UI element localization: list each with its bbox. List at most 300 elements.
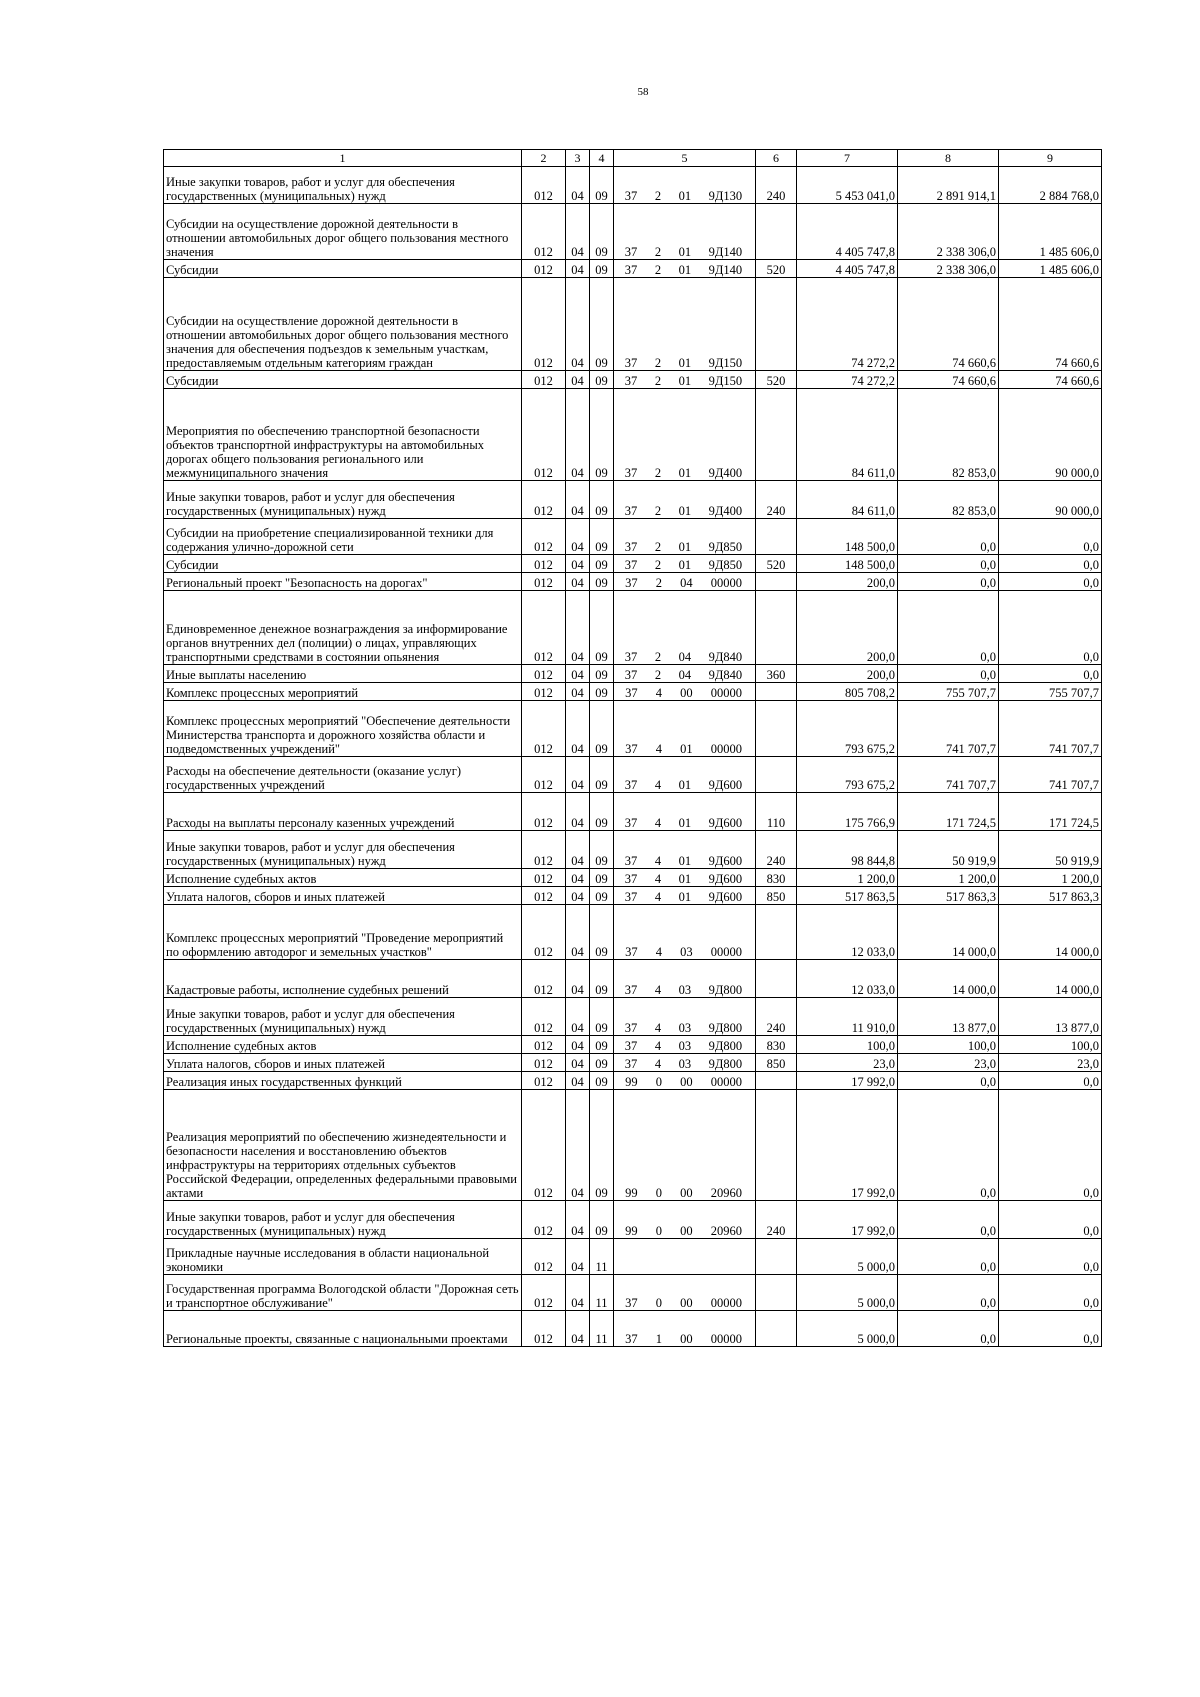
- target-article-program: 37: [624, 245, 638, 259]
- subsection-code: 09: [590, 519, 614, 555]
- subsection-code: 09: [590, 1036, 614, 1054]
- subsection-code: 09: [590, 905, 614, 960]
- table-row: [164, 1275, 1102, 1311]
- target-article-program: 37: [625, 1332, 638, 1346]
- target-article-subprogram: 2: [654, 374, 662, 388]
- target-article-code: [614, 1036, 756, 1054]
- section-code: 04: [566, 960, 590, 998]
- amount-col-9: 1 200,0: [999, 869, 1102, 887]
- expense-type-code: [756, 683, 797, 701]
- target-article-event: 01: [680, 742, 693, 756]
- amount-col-7: 200,0: [797, 665, 898, 683]
- amount-col-8: 0,0: [898, 555, 999, 573]
- target-article-event: 01: [678, 356, 692, 370]
- ministry-code: 012: [522, 481, 566, 519]
- target-article-code: [614, 591, 756, 665]
- target-article-code: [614, 260, 756, 278]
- target-article-program: 37: [624, 872, 638, 886]
- amount-col-8: 82 853,0: [898, 389, 999, 481]
- amount-col-8: 171 724,5: [898, 793, 999, 831]
- amount-col-8: 74 660,6: [898, 278, 999, 371]
- amount-col-8: 23,0: [898, 1054, 999, 1072]
- expense-name: Иные закупки товаров, работ и услуг для обеспечения государственных (муниципальных) нужд: [164, 831, 522, 869]
- amount-col-7: 84 611,0: [797, 481, 898, 519]
- target-article-program: 37: [624, 558, 638, 572]
- target-article-subprogram: 4: [654, 1039, 662, 1053]
- amount-col-7: 74 272,2: [797, 278, 898, 371]
- section-code: 04: [566, 665, 590, 683]
- ministry-code: 012: [522, 701, 566, 757]
- target-article-program: 37: [624, 983, 638, 997]
- subsection-code: 09: [590, 869, 614, 887]
- amount-col-9: 2 884 768,0: [999, 167, 1102, 204]
- section-code: 04: [566, 998, 590, 1036]
- expense-name: Государственная программа Вологодской области "Дорожная сеть и транспортное обслуживание": [164, 1275, 522, 1311]
- expense-name: Субсидии: [164, 555, 522, 573]
- header-col-2: 2: [522, 150, 566, 167]
- amount-col-8: 0,0: [898, 1090, 999, 1201]
- amount-col-9: 741 707,7: [999, 701, 1102, 757]
- target-article-event: 03: [680, 945, 693, 959]
- target-article-program: 37: [624, 1057, 638, 1071]
- amount-col-7: 5 000,0: [797, 1311, 898, 1347]
- table-row: [164, 793, 1102, 831]
- target-article-direction: 9Д600: [708, 816, 743, 830]
- ministry-code: 012: [522, 998, 566, 1036]
- target-article-code: [614, 1311, 756, 1347]
- target-article-code: [614, 1072, 756, 1090]
- subsection-code: 09: [590, 1090, 614, 1201]
- section-code: 04: [566, 1054, 590, 1072]
- subsection-code: 09: [590, 389, 614, 481]
- ministry-code: 012: [522, 204, 566, 260]
- subsection-code: 09: [590, 793, 614, 831]
- amount-col-7: 793 675,2: [797, 701, 898, 757]
- table-row: [164, 519, 1102, 555]
- expense-type-code: 110: [756, 793, 797, 831]
- expense-name: Мероприятия по обеспечению транспортной безопасности объектов транспортной инфраструктуры на автомобильных дорогах общего пользования регионального или межмуниципального значения: [164, 389, 522, 481]
- expense-type-code: 520: [756, 555, 797, 573]
- target-article-event: 00: [680, 1296, 693, 1310]
- section-code: 04: [566, 1036, 590, 1054]
- target-article-subprogram: 2: [654, 650, 662, 664]
- subsection-code: 09: [590, 371, 614, 389]
- target-article-code: [614, 204, 756, 260]
- section-code: 04: [566, 519, 590, 555]
- expense-type-code: 360: [756, 665, 797, 683]
- section-code: 04: [566, 1275, 590, 1311]
- amount-col-9: 0,0: [999, 1090, 1102, 1201]
- target-article-direction: 9Д850: [708, 558, 743, 572]
- target-article-direction: 9Д800: [708, 1039, 743, 1053]
- ministry-code: 012: [522, 887, 566, 905]
- section-code: 04: [566, 389, 590, 481]
- target-article-code: [614, 998, 756, 1036]
- table-row: [164, 573, 1102, 591]
- table-row: [164, 887, 1102, 905]
- target-article-program: 37: [624, 540, 638, 554]
- target-article-code: [614, 793, 756, 831]
- table-row: [164, 591, 1102, 665]
- expense-name: Уплата налогов, сборов и иных платежей: [164, 1054, 522, 1072]
- target-article-subprogram: 2: [654, 189, 662, 203]
- target-article-program: 37: [624, 189, 638, 203]
- target-article-event: 01: [678, 778, 692, 792]
- target-article-code: [614, 519, 756, 555]
- expense-name: Региональные проекты, связанные с национальными проектами: [164, 1311, 522, 1347]
- target-article-code: [614, 869, 756, 887]
- target-article-subprogram: 4: [655, 945, 662, 959]
- amount-col-7: 5 000,0: [797, 1275, 898, 1311]
- target-article-direction: 9Д600: [708, 872, 743, 886]
- table-row: [164, 683, 1102, 701]
- target-article-program: 37: [624, 890, 638, 904]
- target-article-program: 99: [625, 1224, 638, 1238]
- expense-type-code: [756, 573, 797, 591]
- expense-name: Субсидии: [164, 260, 522, 278]
- amount-col-8: 0,0: [898, 1201, 999, 1239]
- table-row: [164, 389, 1102, 481]
- amount-col-8: 1 200,0: [898, 869, 999, 887]
- target-article-subprogram: 0: [655, 1296, 662, 1310]
- ministry-code: 012: [522, 905, 566, 960]
- amount-col-8: 2 338 306,0: [898, 204, 999, 260]
- amount-col-7: 793 675,2: [797, 757, 898, 793]
- subsection-code: 09: [590, 167, 614, 204]
- budget-table: [163, 149, 1102, 1347]
- target-article-event: 01: [678, 374, 692, 388]
- section-code: 04: [566, 701, 590, 757]
- target-article-program: 37: [625, 686, 638, 700]
- expense-type-code: 240: [756, 831, 797, 869]
- amount-col-7: 175 766,9: [797, 793, 898, 831]
- section-code: 04: [566, 1311, 590, 1347]
- section-code: 04: [566, 573, 590, 591]
- amount-col-9: 0,0: [999, 1239, 1102, 1275]
- amount-col-7: 23,0: [797, 1054, 898, 1072]
- ministry-code: 012: [522, 1239, 566, 1275]
- target-article-program: 37: [624, 778, 638, 792]
- target-article-direction: 9Д140: [708, 245, 743, 259]
- expense-type-code: [756, 960, 797, 998]
- expense-name: Иные закупки товаров, работ и услуг для обеспечения государственных (муниципальных) нужд: [164, 1201, 522, 1239]
- amount-col-9: 50 919,9: [999, 831, 1102, 869]
- target-article-subprogram: 4: [654, 872, 662, 886]
- amount-col-7: 12 033,0: [797, 960, 898, 998]
- expense-name: Расходы на выплаты персоналу казенных учреждений: [164, 793, 522, 831]
- target-article-direction: 00000: [710, 1075, 742, 1089]
- amount-col-8: 0,0: [898, 665, 999, 683]
- expense-name: Исполнение судебных актов: [164, 869, 522, 887]
- target-article-code: [614, 1090, 756, 1201]
- amount-col-7: 148 500,0: [797, 555, 898, 573]
- section-code: 04: [566, 905, 590, 960]
- header-col-5: 5: [614, 150, 756, 167]
- expense-type-code: [756, 757, 797, 793]
- ministry-code: 012: [522, 869, 566, 887]
- header-row: [164, 150, 1102, 167]
- expense-name: Исполнение судебных актов: [164, 1036, 522, 1054]
- target-article-program: 37: [624, 854, 638, 868]
- amount-col-9: 23,0: [999, 1054, 1102, 1072]
- target-article-event: 00: [680, 686, 693, 700]
- target-article-subprogram: 4: [654, 1057, 662, 1071]
- amount-col-8: 50 919,9: [898, 831, 999, 869]
- section-code: 04: [566, 1090, 590, 1201]
- table-row: [164, 1036, 1102, 1054]
- target-article-event: 00: [680, 1075, 693, 1089]
- subsection-code: 11: [590, 1239, 614, 1275]
- target-article-program: 37: [625, 742, 638, 756]
- amount-col-7: 17 992,0: [797, 1072, 898, 1090]
- subsection-code: 09: [590, 573, 614, 591]
- amount-col-9: 90 000,0: [999, 481, 1102, 519]
- ministry-code: 012: [522, 665, 566, 683]
- amount-col-9: 0,0: [999, 1311, 1102, 1347]
- amount-col-8: 74 660,6: [898, 371, 999, 389]
- header-col-3: 3: [566, 150, 590, 167]
- expense-name: Региональный проект "Безопасность на дорогах": [164, 573, 522, 591]
- expense-name: Субсидии: [164, 371, 522, 389]
- section-code: 04: [566, 1072, 590, 1090]
- expense-name: Единовременное денежное вознаграждения за информирование органов внутренних дел (полиции) о лицах, управляющих транспортными средствами в состоянии опьянения: [164, 591, 522, 665]
- table-row: [164, 998, 1102, 1036]
- target-article-code: [614, 481, 756, 519]
- amount-col-7: 1 200,0: [797, 869, 898, 887]
- target-article-code: [614, 555, 756, 573]
- target-article-program: 37: [625, 1296, 638, 1310]
- amount-col-9: 0,0: [999, 591, 1102, 665]
- target-article-event: 03: [678, 983, 692, 997]
- target-article-event: 04: [678, 650, 692, 664]
- target-article-code: [614, 831, 756, 869]
- amount-col-8: 2 338 306,0: [898, 260, 999, 278]
- expense-name: Прикладные научные исследования в области национальной экономики: [164, 1239, 522, 1275]
- target-article-subprogram: 2: [654, 245, 662, 259]
- subsection-code: 09: [590, 665, 614, 683]
- expense-type-code: [756, 591, 797, 665]
- target-article-subprogram: 4: [654, 854, 662, 868]
- target-article-direction: 00000: [710, 1332, 742, 1346]
- amount-col-7: 5 453 041,0: [797, 167, 898, 204]
- expense-type-code: 850: [756, 887, 797, 905]
- target-article-event: 01: [678, 263, 692, 277]
- target-article-program: 37: [624, 263, 638, 277]
- target-article-direction: 9Д850: [708, 540, 743, 554]
- section-code: 04: [566, 481, 590, 519]
- amount-col-9: 0,0: [999, 1275, 1102, 1311]
- ministry-code: 012: [522, 389, 566, 481]
- amount-col-7: 11 910,0: [797, 998, 898, 1036]
- amount-col-8: 0,0: [898, 573, 999, 591]
- target-article-event: 01: [678, 816, 692, 830]
- table-body: [164, 167, 1102, 1347]
- target-article-code: [614, 665, 756, 683]
- section-code: 04: [566, 1201, 590, 1239]
- table-row: [164, 260, 1102, 278]
- section-code: 04: [566, 757, 590, 793]
- amount-col-9: 74 660,6: [999, 278, 1102, 371]
- expense-type-code: [756, 1072, 797, 1090]
- expense-type-code: [756, 389, 797, 481]
- target-article-code: [614, 371, 756, 389]
- expense-type-code: [756, 278, 797, 371]
- amount-col-7: 17 992,0: [797, 1090, 898, 1201]
- section-code: 04: [566, 204, 590, 260]
- target-article-subprogram: 0: [655, 1224, 662, 1238]
- section-code: 04: [566, 555, 590, 573]
- subsection-code: 09: [590, 683, 614, 701]
- target-article-direction: 9Д130: [708, 189, 743, 203]
- target-article-event: 03: [678, 1021, 692, 1035]
- target-article-direction: 9Д800: [708, 1057, 743, 1071]
- target-article-code: [614, 1239, 756, 1275]
- table-row: [164, 167, 1102, 204]
- subsection-code: 09: [590, 960, 614, 998]
- target-article-subprogram: 0: [655, 1075, 662, 1089]
- target-article-direction: 9Д800: [708, 983, 743, 997]
- target-article-subprogram: 4: [654, 983, 662, 997]
- expense-name: Иные закупки товаров, работ и услуг для обеспечения государственных (муниципальных) нужд: [164, 481, 522, 519]
- ministry-code: 012: [522, 793, 566, 831]
- amount-col-8: 13 877,0: [898, 998, 999, 1036]
- target-article-event: 01: [678, 504, 692, 518]
- target-article-subprogram: 2: [654, 540, 662, 554]
- section-code: 04: [566, 371, 590, 389]
- amount-col-8: 0,0: [898, 591, 999, 665]
- table-row: [164, 1072, 1102, 1090]
- amount-col-7: 4 405 747,8: [797, 204, 898, 260]
- target-article-direction: 00000: [710, 1296, 742, 1310]
- subsection-code: 09: [590, 701, 614, 757]
- target-article-program: 99: [625, 1075, 638, 1089]
- target-article-event: 01: [678, 558, 692, 572]
- target-article-code: [614, 167, 756, 204]
- subsection-code: 09: [590, 831, 614, 869]
- target-article-code: [614, 683, 756, 701]
- section-code: 04: [566, 278, 590, 371]
- amount-col-9: 0,0: [999, 573, 1102, 591]
- amount-col-7: 17 992,0: [797, 1201, 898, 1239]
- target-article-subprogram: 2: [654, 263, 662, 277]
- expense-type-code: [756, 1275, 797, 1311]
- target-article-event: 01: [678, 872, 692, 886]
- expense-name: Субсидии на осуществление дорожной деятельности в отношении автомобильных дорог общего пользования местного значения: [164, 204, 522, 260]
- expense-type-code: 520: [756, 371, 797, 389]
- ministry-code: 012: [522, 1201, 566, 1239]
- amount-col-9: 755 707,7: [999, 683, 1102, 701]
- target-article-direction: 9Д150: [708, 356, 743, 370]
- amount-col-9: 13 877,0: [999, 998, 1102, 1036]
- expense-type-code: [756, 519, 797, 555]
- header-col-6: 6: [756, 150, 797, 167]
- ministry-code: 012: [522, 683, 566, 701]
- target-article-subprogram: 4: [654, 816, 662, 830]
- amount-col-9: 0,0: [999, 555, 1102, 573]
- header-col-1: 1: [164, 150, 522, 167]
- target-article-event: 03: [678, 1057, 692, 1071]
- ministry-code: 012: [522, 757, 566, 793]
- expense-name: Кадастровые работы, исполнение судебных решений: [164, 960, 522, 998]
- target-article-direction: 9Д150: [708, 374, 743, 388]
- target-article-direction: 20960: [710, 1186, 742, 1200]
- target-article-subprogram: 2: [654, 466, 662, 480]
- target-article-direction: 00000: [710, 945, 742, 959]
- target-article-event: 00: [680, 1224, 693, 1238]
- amount-col-7: 200,0: [797, 591, 898, 665]
- table-row: [164, 204, 1102, 260]
- amount-col-9: 14 000,0: [999, 905, 1102, 960]
- expense-name: Иные закупки товаров, работ и услуг для обеспечения государственных (муниципальных) нужд: [164, 998, 522, 1036]
- target-article-event: 03: [678, 1039, 692, 1053]
- target-article-program: 37: [624, 668, 638, 682]
- table-row: [164, 1090, 1102, 1201]
- amount-col-8: 100,0: [898, 1036, 999, 1054]
- section-code: 04: [566, 887, 590, 905]
- amount-col-8: 755 707,7: [898, 683, 999, 701]
- target-article-code: [614, 1275, 756, 1311]
- ministry-code: 012: [522, 371, 566, 389]
- subsection-code: 09: [590, 278, 614, 371]
- subsection-code: 11: [590, 1311, 614, 1347]
- target-article-event: 01: [678, 189, 692, 203]
- amount-col-8: 14 000,0: [898, 905, 999, 960]
- target-article-subprogram: 4: [654, 1021, 662, 1035]
- amount-col-7: 100,0: [797, 1036, 898, 1054]
- amount-col-9: 171 724,5: [999, 793, 1102, 831]
- amount-col-7: 4 405 747,8: [797, 260, 898, 278]
- table-row: [164, 757, 1102, 793]
- target-article-code: [614, 389, 756, 481]
- target-article-program: 37: [624, 650, 638, 664]
- subsection-code: 09: [590, 998, 614, 1036]
- ministry-code: 012: [522, 1090, 566, 1201]
- amount-col-9: 0,0: [999, 665, 1102, 683]
- subsection-code: 09: [590, 591, 614, 665]
- expense-name: Комплекс процессных мероприятий "Обеспечение деятельности Министерства транспорта и дорожного хозяйства области и подведомственных учреждений": [164, 701, 522, 757]
- target-article-subprogram: 2: [654, 668, 662, 682]
- target-article-direction: 00000: [710, 576, 742, 590]
- amount-col-8: 2 891 914,1: [898, 167, 999, 204]
- section-code: 04: [566, 869, 590, 887]
- section-code: 04: [566, 831, 590, 869]
- expense-name: Иные закупки товаров, работ и услуг для обеспечения государственных (муниципальных) нужд: [164, 167, 522, 204]
- target-article-direction: 9Д400: [708, 504, 743, 518]
- expense-name: Уплата налогов, сборов и иных платежей: [164, 887, 522, 905]
- target-article-code: [614, 1054, 756, 1072]
- target-article-subprogram: 4: [654, 890, 662, 904]
- ministry-code: 012: [522, 167, 566, 204]
- table-row: [164, 905, 1102, 960]
- target-article-direction: 20960: [710, 1224, 742, 1238]
- target-article-code: [614, 905, 756, 960]
- table-row: [164, 831, 1102, 869]
- subsection-code: 09: [590, 1072, 614, 1090]
- target-article-code: [614, 960, 756, 998]
- target-article-code: [614, 573, 756, 591]
- target-article-program: 37: [625, 945, 638, 959]
- table-row: [164, 1311, 1102, 1347]
- amount-col-8: 82 853,0: [898, 481, 999, 519]
- page-number: 58: [637, 86, 649, 98]
- amount-col-7: 98 844,8: [797, 831, 898, 869]
- target-article-event: 01: [678, 854, 692, 868]
- header-col-8: 8: [898, 150, 999, 167]
- amount-col-9: 100,0: [999, 1036, 1102, 1054]
- amount-col-8: 0,0: [898, 1275, 999, 1311]
- amount-col-7: 5 000,0: [797, 1239, 898, 1275]
- subsection-code: 09: [590, 887, 614, 905]
